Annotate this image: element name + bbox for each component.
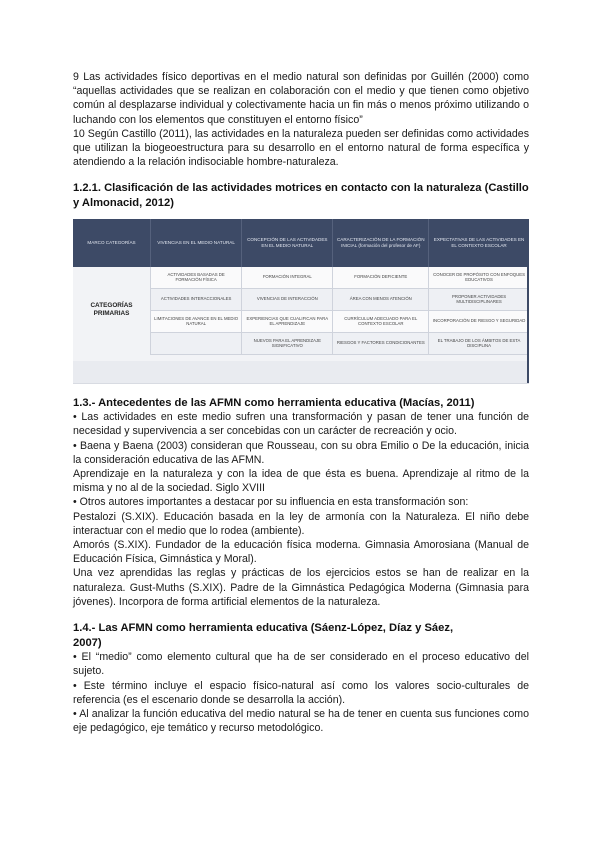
table-header-cell: CONCEPCIÓN DE LAS ACTIVIDADES EN EL MEDIO NATURAL [242, 219, 333, 267]
table-cell: CURRÍCULUM ADECUADO PARA EL CONTEXTO ESCOLAR [333, 310, 429, 332]
paragraph-definition-castillo: 10 Según Castillo (2011), las actividades en la naturaleza pueden ser definidas como actividades que utilizan la biogeoestructura para su desarrollo en el entorno natural de forma específica y atendiendo a la relación indisociable hombre-naturaleza. [73, 127, 529, 169]
bullet-other-authors: • Otros autores importantes a destacar por su influencia en esta transformación son: [73, 496, 469, 509]
bullet-funcion-educativa: • Al analizar la función educativa del medio natural se ha de tener en cuenta sus funciones como eje pedagógico, eje temático y recurso metodológico. [73, 708, 529, 735]
table-category-cell: CATEGORÍAS PRIMARIAS [73, 267, 151, 355]
table-cell: ÁREA CON MENOS ATENCIÓN [333, 288, 429, 310]
heading-section-1-3: 1.3.- Antecedentes de las AFMN como herramienta educativa (Macías, 2011) [73, 396, 475, 409]
table-edge-accent [527, 219, 529, 383]
classification-table [73, 219, 529, 355]
page-content [73, 70, 529, 735]
paragraph-gust-muths: Una vez aprendidas las reglas y prácticas de los ejercicios estos se han de realizar en la naturaleza. Gust-Muths (S.XIX). Padre de la Gimnástica Pedagógica Moderna (Gimnasia para jóvenes). Incorpora de forma artificial elementos de la naturaleza. [73, 567, 529, 608]
paragraph-pestalozi: Pestalozi (S.XIX). Educación basada en la ley de armonía con la Naturaleza. El niño debe interactuar con el medio que lo rodea (ambiente). [73, 510, 529, 537]
bullet-transformation: • Las actividades en este medio sufren una transformación y pasan de tener una función de necesidad y supervivencia a ser concebidas con un carácter de recreación y ocio. [73, 411, 529, 438]
table-cell: ACTIVIDADES BASADAS DE FORMACIÓN FÍSICA [151, 267, 242, 289]
table-cell [151, 332, 242, 354]
bullet-medio-cultural: • El “medio” como elemento cultural que ha de ser considerado en el proceso educativo del sujeto. [73, 651, 529, 678]
table-cell: EXPERIENCIAS QUE CUALIFICAN PARA EL APRENDIZAJE [242, 310, 333, 332]
heading-section-1-4: 1.4.- Las AFMN como herramienta educativa (Sáenz-López, Díaz y Sáez, 2007) [73, 622, 454, 649]
table-cell: RIESGOS Y FACTORES CONDICIONANTES [333, 332, 429, 354]
table-cell: ACTIVIDADES INTERACCIONALES [151, 288, 242, 310]
bullet-baena: • Baena y Baena (2003) consideran que Rousseau, con su obra Emilio o De la educación, inicia la consideración educativa de las AFMN. [73, 439, 529, 466]
table-cell: EL TRABAJO DE LOS ÁMBITOS DE ESTA DISCIPLINA [429, 332, 529, 354]
table-cell: LIMITACIONES DE AVANCE EN EL MEDIO NATURAL [151, 310, 242, 332]
table-cell: PROPONER ACTIVIDADES MULTIDISCIPLINARES [429, 288, 529, 310]
classification-table-image [73, 219, 529, 384]
paragraph-amoros: Amorós (S.XIX). Fundador de la educación física moderna. Gimnasia Amorosiana (Manual de Educación Física, Gimnástica y Moral). [73, 539, 529, 566]
table-row [73, 267, 529, 289]
table-cell: FORMACIÓN INTEGRAL [242, 267, 333, 289]
heading-section-1-2-1: 1.2.1. Clasificación de las actividades motrices en contacto con la naturaleza (Castillo y Almonacid, 2012) [73, 182, 529, 210]
table-header-cell: MARCO CATEGORÍAS [73, 219, 151, 267]
paragraph-definition-guillen: 9 Las actividades físico deportivas en el medio natural son definidas por Guillén (2000) como “aquellas actividades que se realizan en colaboración con el medio y que tienen como objetivo común al desplazarse individual y colectivamente hacia un fin más o menos próximo utilizando o luchando con los elementos que constituyen el entorno físico” [73, 71, 529, 126]
table-header-cell: VIVENCIAS EN EL MEDIO NATURAL [151, 219, 242, 267]
bullet-espacio-fisico: • Este término incluye el espacio físico-natural así como los valores socio-culturales de referencia (es el escenario donde se desarrolla la acción). [73, 679, 529, 706]
table-cell: INCORPORACIÓN DE RIESGO Y SEGURIDAD [429, 310, 529, 332]
table-cell: FORMACIÓN DEFICIENTE [333, 267, 429, 289]
table-header-cell: CARACTERIZACIÓN DE LA FORMACIÓN INICIAL (formación del profesor de AF) [333, 219, 429, 267]
table-cell: NUEVOS PARA EL APRENDIZAJE SIGNIFICATIVO [242, 332, 333, 354]
table-footer-band [73, 361, 529, 383]
table-header-cell: EXPECTATIVAS DE LAS ACTIVIDADES EN EL CONTEXTO ESCOLAR [429, 219, 529, 267]
paragraph-rousseau: Aprendizaje en la naturaleza y con la idea de que ésta es buena. Aprendizaje al ritmo de la misma y no al de la sociedad. Siglo XVIII [73, 468, 529, 495]
table-header-row [73, 219, 529, 267]
table-cell: VIVENCIAS DE INTERACCIÓN [242, 288, 333, 310]
table-cell: CONOCER DE PROPÓSITO CON ENFOQUES EDUCATIVOS [429, 267, 529, 289]
